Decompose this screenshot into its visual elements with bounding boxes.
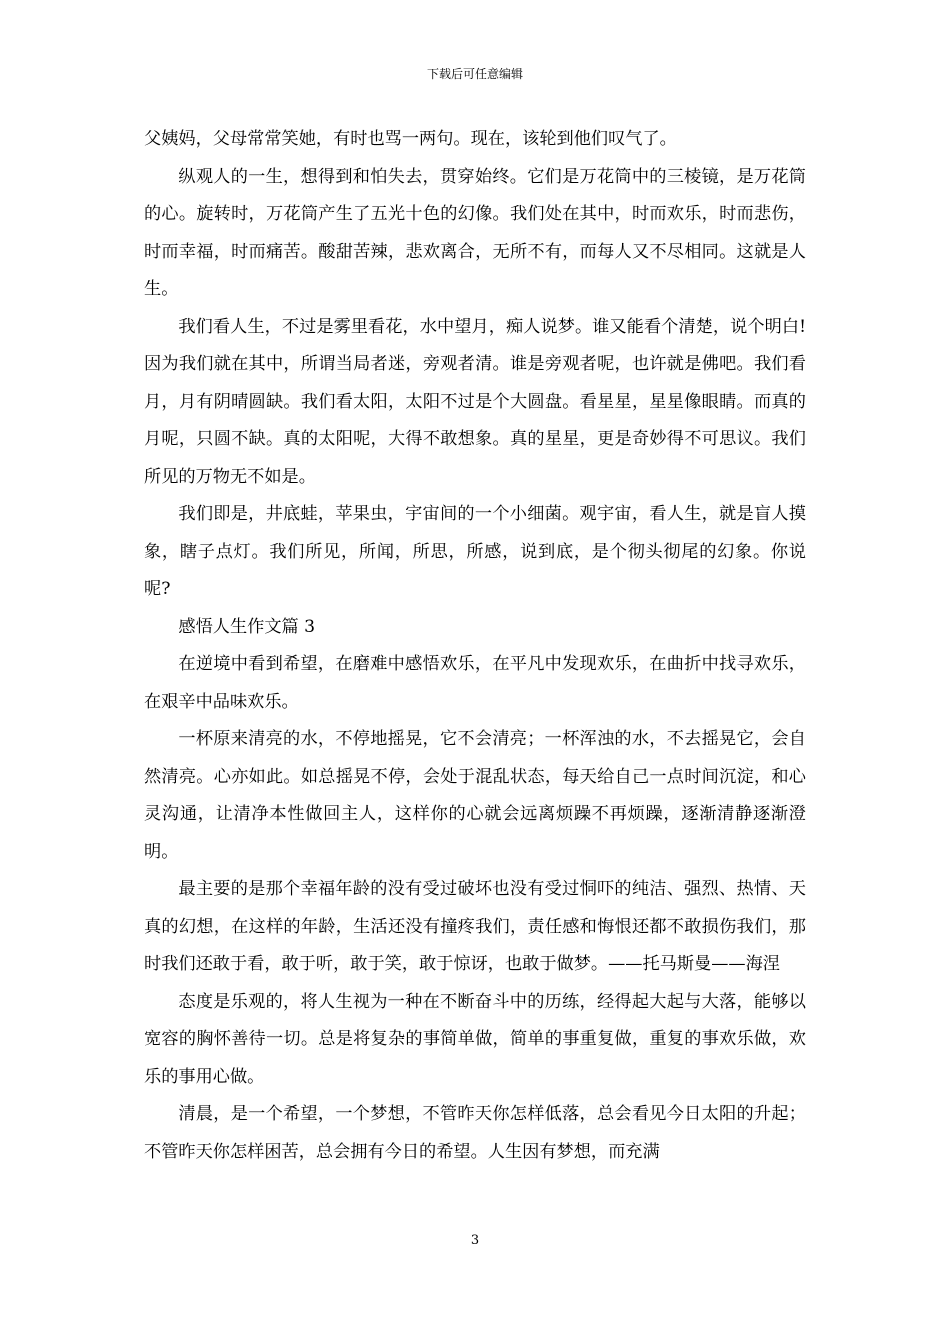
page-number: 3 <box>470 1233 480 1248</box>
paragraph: 我们看人生，不过是雾里看花，水中望月，痴人说梦。谁又能看个清楚，说个明白!因为我们就在其中，所谓当局者迷，旁观者清。谁是旁观者呢，也许就是佛吧。我们看月，月有阴晴圆缺。我们看太阳，太阳不过是个大圆盘。看星星，星星像眼睛。而真的月呢，只圆不缺。真的太阳呢，大得不敢想象。真的星星，更是奇妙得不可思议。我们所见的万物无不如是。 <box>144 316 806 487</box>
paragraph: 在逆境中看到希望，在磨难中感悟欢乐，在平凡中发现欢乐，在曲折中找寻欢乐，在艰辛中品味欢乐。 <box>144 654 806 712</box>
paragraph: 一杯原来清亮的水，不停地摇晃，它不会清亮；一杯浑浊的水，不去摇晃它，会自然清亮。心亦如此。如总摇晃不停，会处于混乱状态，每天给自己一点时间沉淀，和心灵沟通，让清净本性做回主人，这样你的心就会远离烦躁不再烦躁，逐渐清静逐渐澄明。 <box>144 729 806 862</box>
paragraph: 我们即是，井底蛙，苹果虫，宇宙间的一个小细菌。观宇宙，看人生，就是盲人摸象，瞎子点灯。我们所见，所闻，所思，所感，说到底，是个彻头彻尾的幻象。你说呢? <box>144 504 806 599</box>
page-header: 下载后可任意编辑 <box>426 67 523 81</box>
paragraph-continuation: 父姨妈，父母常常笑她，有时也骂一两句。现在，该轮到他们叹气了。 <box>144 129 677 149</box>
body-text <box>144 121 806 1171</box>
paragraph: 态度是乐观的，将人生视为一种在不断奋斗中的历练，经得起大起与大落，能够以宽容的胸怀善待一切。总是将复杂的事简单做，简单的事重复做，重复的事欢乐做，欢乐的事用心做。 <box>144 991 806 1087</box>
paragraph: 纵观人的一生，想得到和怕失去，贯穿始终。它们是万花筒中的三棱镜，是万花筒的心。旋转时，万花筒产生了五光十色的幻像。我们处在其中，时而欢乐，时而悲伤，时而幸福，时而痛苦。酸甜苦辣，悲欢离合，无所不有，而每人又不尽相同。这就是人生。 <box>144 166 806 299</box>
section-heading: 感悟人生作文篇 3 <box>178 616 316 637</box>
paragraph: 清晨，是一个希望，一个梦想，不管昨天你怎样低落，总会看见今日太阳的升起；不管昨天你怎样困苦，总会拥有今日的希望。人生因有梦想，而充满 <box>144 1104 806 1162</box>
paragraph: 最主要的是那个幸福年龄的没有受过破坏也没有受过恫吓的纯洁、强烈、热情、天真的幻想，在这样的年龄，生活还没有撞疼我们，责任感和悔恨还都不敢损伤我们，那时我们还敢于看，敢于听，敢于笑，敢于惊讶，也敢于做梦。——托马斯曼——海涅 <box>144 879 806 974</box>
